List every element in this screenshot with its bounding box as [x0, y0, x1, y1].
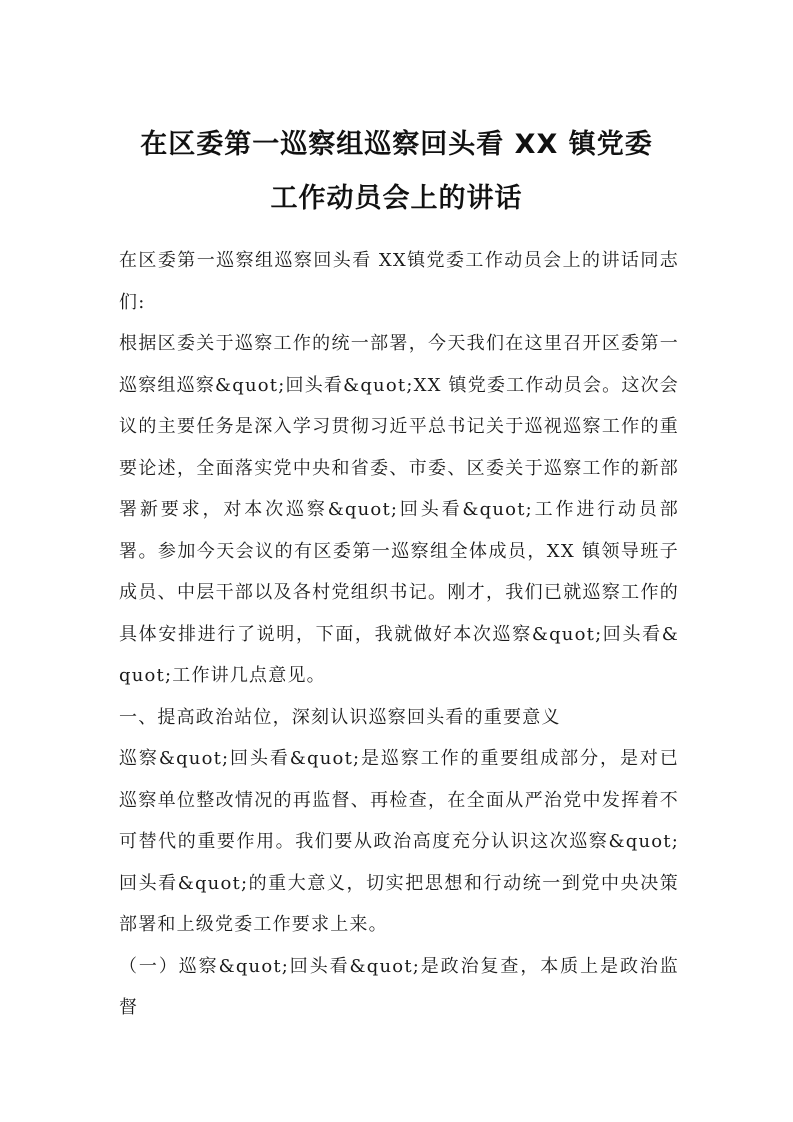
document-body [119, 240, 679, 1029]
paragraph-opening: 在区委第一巡察组巡察回头看 XX镇党委工作动员会上的讲话同志们: [119, 250, 679, 313]
subsection-heading-1: （一）巡察&quot;回头看&quot;是政治复查，本质上是政治监督 [119, 955, 679, 1018]
title-line-2: 工作动员会上的讲话 [270, 183, 523, 214]
paragraph-intro: 根据区委关于巡察工作的统一部署，今天我们在这里召开区委第一巡察组巡察&quot;回头看&quot;XX 镇党委工作动员会。这次会议的主要任务是深入学习贯彻习近平总书记关于巡视巡察工作的重要论述，全面落实党中央和省委、市委、区委关于巡察工作的新部署新要求，对本次巡察&quot;回头看&quot;工作进行动员部署。参加今天会议的有区委第一巡察组全体成员，XX 镇领导班子成员、中层干部以及各村党组织书记。刚才，我们已就巡察工作的具体安排进行了说明，下面，我就做好本次巡察&quot;回头看&quot;工作讲几点意见。 [119, 333, 679, 686]
document-title [100, 118, 693, 226]
section-heading-1: 一、提高政治站位，深刻认识巡察回头看的重要意义 [119, 706, 561, 728]
paragraph-section-1: 巡察&quot;回头看&quot;是巡察工作的重要组成部分，是对已巡察单位整改情况的再监督、再检查，在全面从严治党中发挥着不可替代的重要作用。我们要从政治高度充分认识这次巡察&quot;回头看&quot;的重大意义，切实把思想和行动统一到党中央决策部署和上级党委工作要求上来。 [119, 748, 679, 935]
title-line-1: 在区委第一巡察组巡察回头看 XX 镇党委 [140, 129, 653, 160]
